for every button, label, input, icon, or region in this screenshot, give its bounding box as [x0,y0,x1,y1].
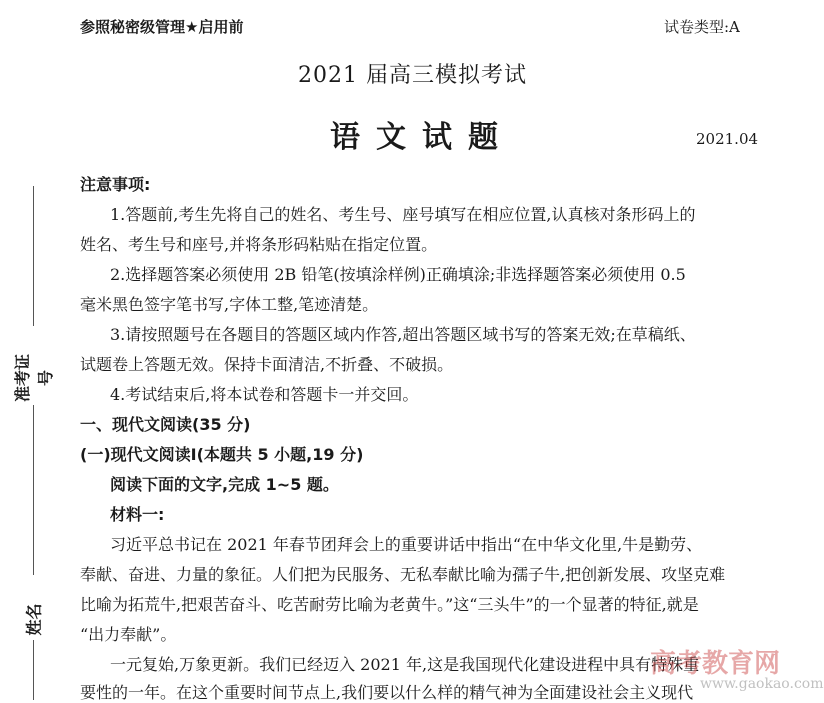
passage-line: 奉献、奋进、力量的象征。人们把为民服务、无私奉献比喻为孺子牛,把创新发展、攻坚克难 [80,565,726,584]
passage-line: 一元复始,万象更新。我们已经迈入 2021 年,这是我国现代化建设进程中具有特殊重 [110,655,700,674]
exam-date: 2021.04 [696,130,759,148]
binding-line [33,640,34,700]
notice-heading: 注意事项: [80,175,151,194]
notice-line: 姓名、考生号和座号,并将条形码粘贴在指定位置。 [80,235,438,254]
passage-line: “出力奉献”。 [80,625,177,644]
notice-line: 4.考试结束后,将本试卷和答题卡一并交回。 [110,385,419,404]
binding-line [33,405,34,575]
binding-line [33,186,34,326]
subject-title: 语文试题 [330,120,514,155]
material-label: 材料一: [110,505,165,524]
exam-title: 2021 届高三模拟考试 [298,63,527,88]
notice-line: 毫米黑色签字笔书写,字体工整,笔迹清楚。 [80,295,379,314]
paper-type-label: 试卷类型:A [664,18,740,36]
watermark-logo: 高考教育网 [650,649,781,679]
section-heading: 一、现代文阅读(35 分) [80,415,251,434]
name-label: 姓名 [24,603,44,636]
passage-line: 要性的一年。在这个重要时间节点上,我们要以什么样的精气神为全面建设社会主义现代 [80,683,694,702]
passage-line: 比喻为拓荒牛,把艰苦奋斗、吃苦耐劳比喻为老黄牛。”这“三头牛”的一个显著的特征,就是 [80,595,699,614]
subsection-heading: (一)现代文阅读Ⅰ(本题共 5 小题,19 分) [80,445,364,464]
notice-line: 3.请按照题号在各题目的答题区域内作答,超出答题区域书写的答案无效;在草稿纸、 [110,325,696,344]
secret-level-label: 参照秘密级管理★启用前 [80,18,244,36]
passage-line: 习近平总书记在 2021 年春节团拜会上的重要讲话中指出“在中华文化里,牛是勤劳、 [110,535,703,554]
notice-line: 1.答题前,考生先将自己的姓名、考生号、座号填写在相应位置,认真核对条形码上的 [110,205,696,224]
notice-line: 2.选择题答案必须使用 2B 铅笔(按填涂样例)正确填涂;非选择题答案必须使用 0.5 [110,265,686,284]
reading-instruction: 阅读下面的文字,完成 1~5 题。 [110,475,339,494]
watermark-url: www.gaokao.com [700,676,824,692]
notice-line: 试题卷上答题无效。保持卡面清洁,不折叠、不破损。 [80,355,454,374]
exam-number-label: 准考证号 [13,354,55,403]
